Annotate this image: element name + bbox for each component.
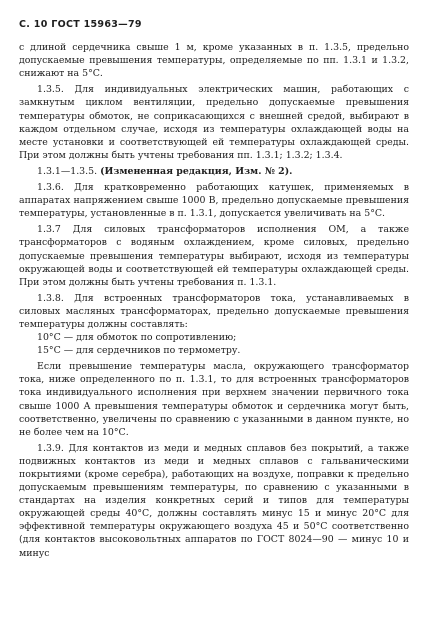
value-line-cores: 15°С — для сердечников по термометру. bbox=[37, 345, 241, 357]
paragraph-1-3-8: 1.3.8. Для встроенных трансформаторов тока, устанавливаемых в силовых масляных трансформаторах, предельно допускаемые превышения температуры должны составлять: bbox=[19, 292, 409, 330]
value-line-windings: 10°С — для обмоток по сопротивлению; bbox=[37, 332, 237, 344]
paragraph-1-3-5: 1.3.5. Для индивидуальных электрических машин, работающих с замкнутым циклом вентиляции, предельно допускаемые превышения температуры обмоток, не соприкасающихся с внешней средой, выбирают в каждом отдельном случае, исходя из температуры охлаждающей воды на месте установки и соответствующей ей температуры охлаждающей среды. При этом должны быть учтены требования пп. 1.3.1; 1.3.2; 1.3.4. bbox=[19, 84, 409, 161]
amendment-note bbox=[19, 165, 409, 178]
running-header: С. 10 ГОСТ 15963—79 bbox=[19, 19, 142, 30]
paragraph-oil-temperature: Если превышение температуры масла, окружающего трансформатор тока, ниже определенного по п. 1.3.1, то для встроенных трансформаторов тока индивидуального исполнения при верхнем значении первичного тока свыше 1000 А превышения температуры обмоток и сердечника могут быть, соответственно, увеличены по сравнению с указанными в данном пункте, но не более чем на 10°С. bbox=[19, 361, 409, 438]
paragraph-1-3-6: 1.3.6. Для кратковременно работающих катушек, применяемых в аппаратах напряжением свыше 1000 В, предельно допускаемые превышения температуры, установленные в п. 1.3.1, допускается увеличивать на 5°С. bbox=[19, 182, 409, 220]
paragraph-1-3-9: 1.3.9. Для контактов из меди и медных сплавов без покрытий, а также подвижных контактов из меди и медных сплавов с гальваническими покрытиями (кроме серебра), работающих на воздухе, поправки к предельно допускаемым превышениям температуры, по сравнению с указанными в стандартах на изделия конкретных серий и типов для температуры окружающей среды 40°С, должны составлять минус 15 и минус 20°С для эффективной температуры окружающего воздуха 45 и 50°С соответственно (для контактов высоковольтных аппаратов по ГОСТ 8024—90 — минус 10 и минус bbox=[19, 442, 409, 559]
paragraph-1-3-7: 1.3.7 Для силовых трансформаторов исполнения ОМ, а также трансформаторов с водяным охлаждением, кроме силовых, предельно допускаемые превышения температуры выбирают, исходя из температуры окружающей воды и соответствующей ей температуры охлаждающей среды. При этом должны быть учтены требования п. 1.3.1. bbox=[19, 224, 409, 288]
paragraph-continuation: с длиной сердечника свыше 1 м, кроме указанных в п. 1.3.5, предельно допускаемые превышения температуры, определяемые по пп. 1.3.1 и 1.3.2, снижают на 5°С. bbox=[19, 42, 409, 80]
amendment-text: (Измененная редакция, Изм. № 2). bbox=[100, 165, 293, 177]
amendment-reference: 1.3.1—1.3.5. bbox=[37, 165, 98, 177]
